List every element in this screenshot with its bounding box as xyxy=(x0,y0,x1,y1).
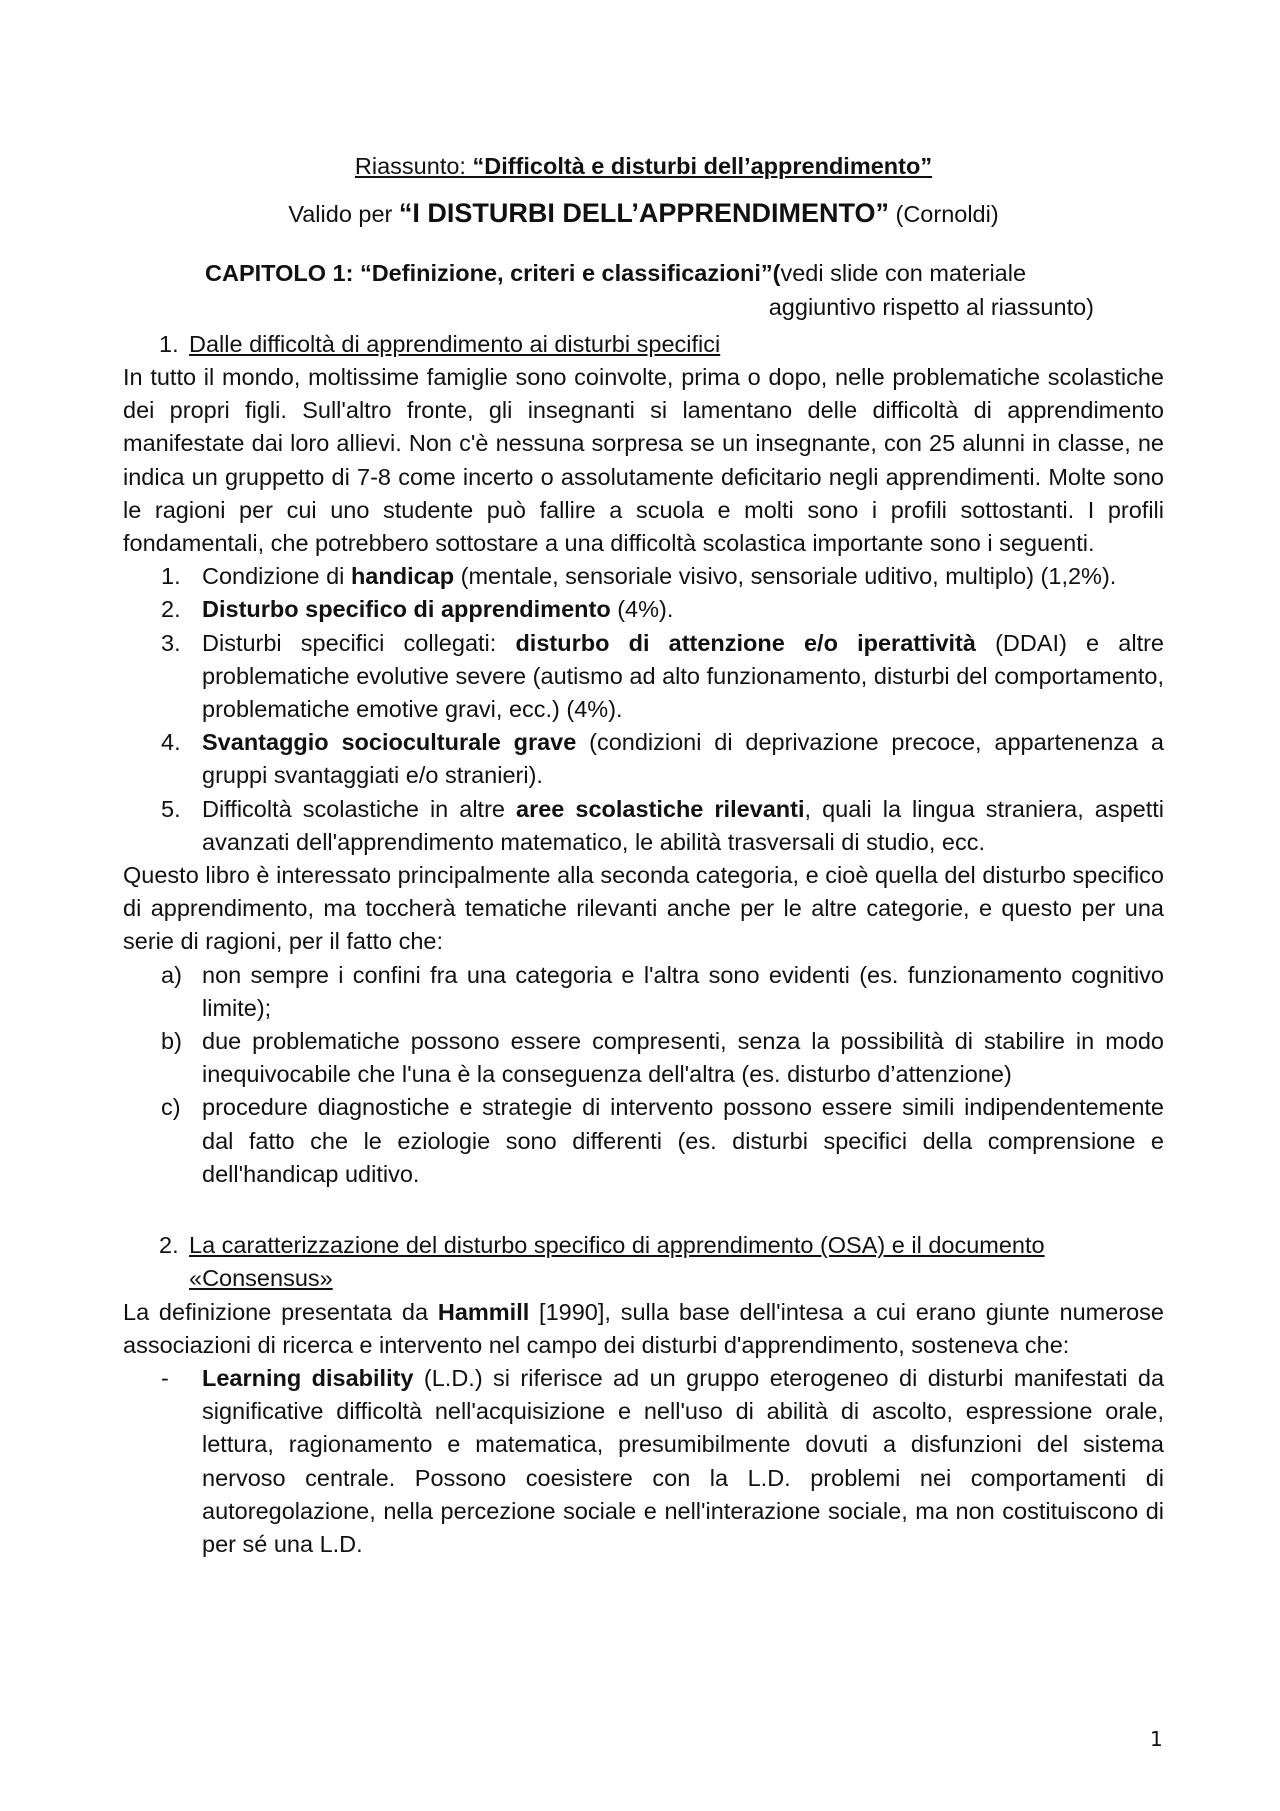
list-item: 4. Svantaggio socioculturale grave (condizioni di deprivazione precoce, appartenenza a gruppi svantaggiati e/o stranieri). xyxy=(161,729,1164,789)
chapter-heading xyxy=(205,257,1164,323)
document-subtitle: Valido per “I DISTURBI DELL’APPRENDIMENTO” (Cornoldi) xyxy=(288,198,999,229)
list-item: 1. Condizione di handicap (mentale, sensoriale visivo, sensoriale uditivo, multiplo) (1,2%). xyxy=(161,563,1117,590)
section-1-heading: 1. Dalle difficoltà di apprendimento ai disturbi specifici xyxy=(159,330,721,357)
definition-list xyxy=(123,1362,1164,1561)
profiles-list xyxy=(123,560,1164,859)
reasons-list xyxy=(123,959,1164,1191)
list-item: a) non sempre i confini fra una categoria e l'altra sono evidenti (es. funzionamento cognitivo limite); xyxy=(161,961,1164,1021)
list-item: 2. Disturbo specifico di apprendimento (4%). xyxy=(161,596,674,623)
list-item: 3. Disturbi specifici collegati: disturbo di attenzione e/o iperattività (DDAI) e altre problematiche evolutive severe (autismo ad alto funzionamento, disturbi del comportamento, problematiche emotive gravi, ecc.) (4%). xyxy=(161,629,1164,723)
chapter-note: aggiuntivo rispetto al riassunto) xyxy=(768,293,1094,320)
list-item: 5. Difficoltà scolastiche in altre aree scolastiche rilevanti, quali la lingua straniera, aspetti avanzati dell'apprendimento matematico, le abilità trasversali di studio, ecc. xyxy=(161,795,1164,855)
section-2-intro: La definizione presentata da Hammill [1990], sulla base dell'intesa a cui erano giunte numerose associazioni di ricerca e intervento nel campo dei disturbi d'apprendimento, sosteneva che: xyxy=(123,1298,1165,1358)
page-number: 1 xyxy=(1150,1727,1163,1751)
list-item: b) due problematiche possono essere compresenti, senza la possibilità di stabilire in modo inequivocabile che l'una è la conseguenza dell'altra (es. disturbo d’attenzione) xyxy=(161,1028,1164,1088)
list-item: - Learning disability (L.D.) si riferisce ad un gruppo eterogeneo di disturbi manifestati da significative difficoltà nell'acquisizione e nell'uso di abilità di ascolto, espressione orale, lettura, ragionamento e matematica, presumibilmente dovuti a disfunzioni del sistema nervoso centrale. Possono coesistere con la L.D. problemi nei comportamenti di autoregolazione, nella percezione sociale e nell'interazione sociale, ma non costituiscono di per sé una L.D. xyxy=(161,1364,1165,1557)
chapter-heading-line: CAPITOLO 1: “Definizione, criteri e classificazioni”(vedi slide con materiale xyxy=(205,260,1027,287)
section-1-followup: Questo libro è interessato principalmente alla seconda categoria, e cioè quella del disturbo specifico di apprendimento, ma toccherà tematiche rilevanti anche per le altre categorie, e questo per una serie di ragioni, per il fatto che: xyxy=(123,862,1164,955)
section-1-intro: In tutto il mondo, moltissime famiglie sono coinvolte, prima o dopo, nelle problematiche scolastiche dei propri figli. Sull'altro fronte, gli insegnanti si lamentano delle difficoltà di apprendimento manifestate dai loro allievi. Non c'è nessuna sorpresa se un insegnante, con 25 alunni in classe, ne indica un gruppetto di 7-8 come incerto o assolutamente deficitario negli apprendimenti. Molte sono le ragioni per cui uno studente può fallire a scuola e molti sono i profili sottostanti. I profili fondamentali, che potrebbero sottostare a una difficoltà scolastica importante sono i seguenti. xyxy=(123,364,1164,557)
document-title: Riassunto: “Difficoltà e disturbi dell’apprendimento” xyxy=(354,153,933,179)
list-item: c) procedure diagnostiche e strategie di intervento possono essere simili indipendentemente dal fatto che le eziologie sono differenti (es. disturbi specifici della comprensione e dell'handicap uditivo. xyxy=(161,1094,1164,1187)
section-2-heading: 2. La caratterizzazione del disturbo specifico di apprendimento (OSA) e il documento «Consensus» xyxy=(159,1232,1045,1292)
page-content xyxy=(123,150,1164,1561)
